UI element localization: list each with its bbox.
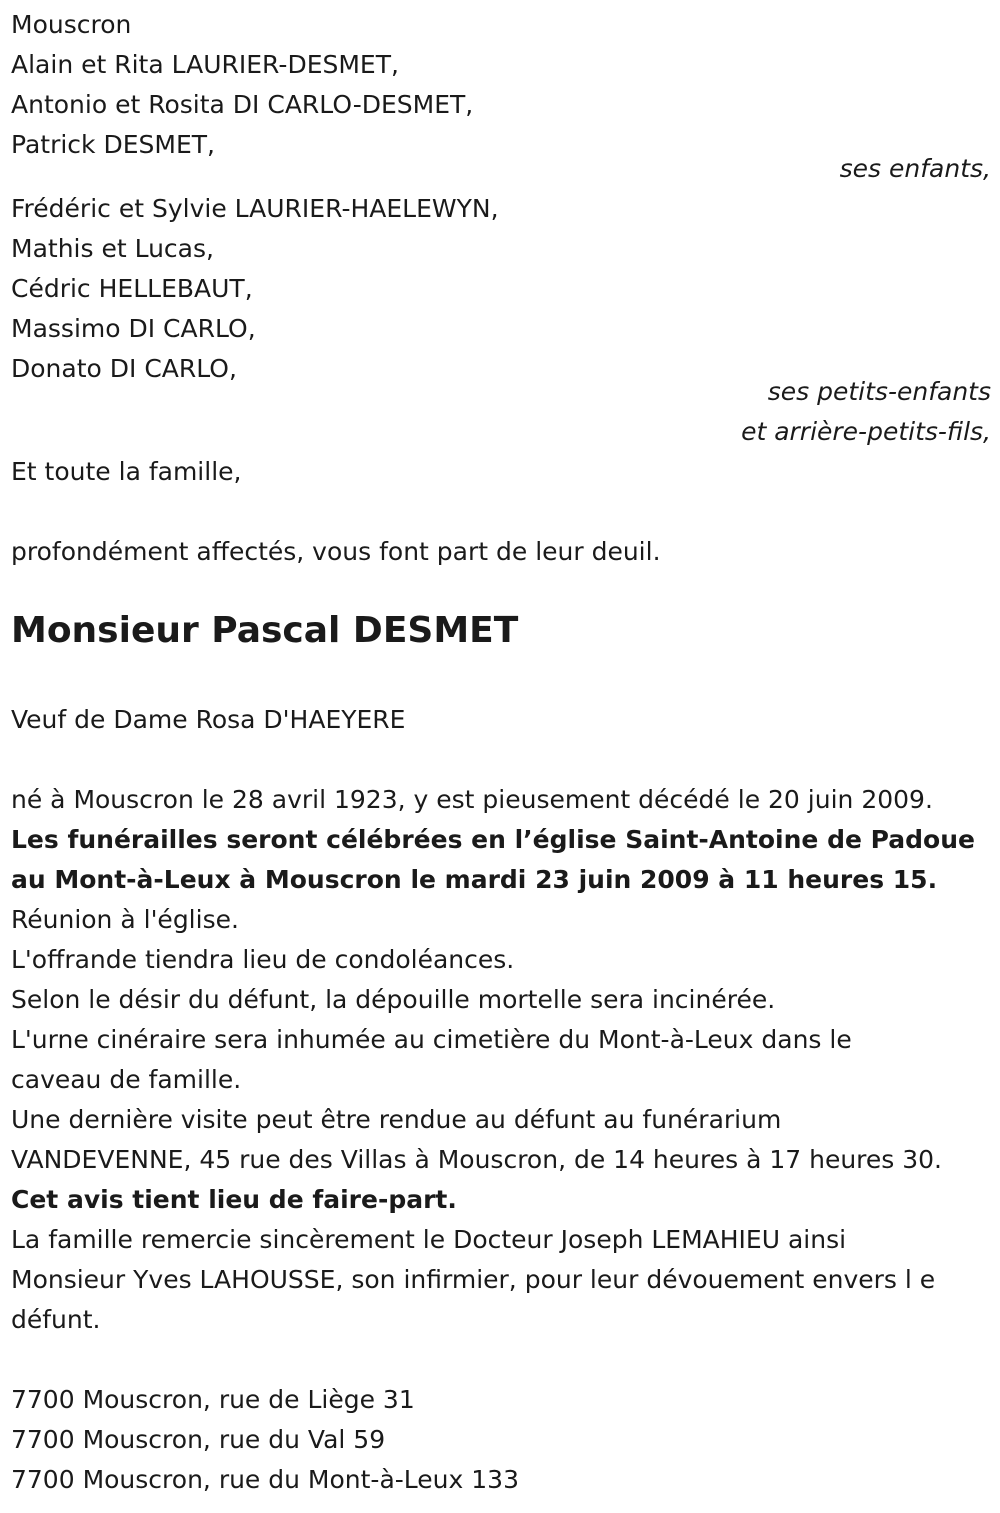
city-heading: Mouscron [11, 10, 132, 39]
grandchild-line: Frédéric et Sylvie LAURIER-HAELEWYN, [11, 194, 499, 223]
notice-line: Cet avis tient lieu de faire-part. [11, 1185, 457, 1214]
grandchild-line: Massimo DI CARLO, [11, 314, 256, 343]
thanks-line: Monsieur Yves LAHOUSSE, son infirmier, pour leur dévouement envers l e [11, 1265, 936, 1294]
announcement-line: profondément affectés, vous font part de leur deuil. [11, 537, 661, 566]
cremation-line: Selon le désir du défunt, la dépouille mortelle sera incinérée. [11, 985, 776, 1014]
thanks-line: La famille remercie sincèrement le Docteur Joseph LEMAHIEU ainsi [11, 1225, 847, 1254]
offering-line: L'offrande tiendra lieu de condoléances. [11, 945, 515, 974]
family-line: Et toute la famille, [11, 457, 242, 486]
grandchild-line: Donato DI CARLO, [11, 354, 237, 383]
child-line: Patrick DESMET, [11, 130, 215, 159]
address-line: 7700 Mouscron, rue de Liège 31 [11, 1385, 415, 1414]
visit-line: Une dernière visite peut être rendue au défunt au funérarium [11, 1105, 782, 1134]
funeral-line: Les funérailles seront célébrées en l’église Saint-Antoine de Padoue [11, 825, 975, 854]
child-line: Alain et Rita LAURIER-DESMET, [11, 50, 399, 79]
funeral-line: au Mont-à-Leux à Mouscron le mardi 23 juin 2009 à 11 heures 15. [11, 865, 938, 894]
widower-line: Veuf de Dame Rosa D'HAEYERE [11, 705, 406, 734]
grandchild-line: Cédric HELLEBAUT, [11, 274, 253, 303]
children-relation: ses enfants, [839, 154, 991, 183]
urn-line: caveau de famille. [11, 1065, 242, 1094]
child-line: Antonio et Rosita DI CARLO-DESMET, [11, 90, 474, 119]
grandchildren-relation: ses petits-enfants [767, 377, 991, 406]
thanks-line: défunt. [11, 1305, 101, 1334]
urn-line: L'urne cinéraire sera inhumée au cimetière du Mont-à-Leux dans le [11, 1025, 852, 1054]
deceased-name: Monsieur Pascal DESMET [11, 610, 519, 651]
great-grandchildren-relation: et arrière-petits-fils, [741, 417, 991, 446]
birth-death-line: né à Mouscron le 28 avril 1923, y est pieusement décédé le 20 juin 2009. [11, 785, 933, 814]
meeting-line: Réunion à l'église. [11, 905, 239, 934]
address-line: 7700 Mouscron, rue du Val 59 [11, 1425, 386, 1454]
grandchild-line: Mathis et Lucas, [11, 234, 214, 263]
visit-line: VANDEVENNE, 45 rue des Villas à Mouscron, de 14 heures à 17 heures 30. [11, 1145, 943, 1174]
address-line: 7700 Mouscron, rue du Mont-à-Leux 133 [11, 1465, 519, 1494]
